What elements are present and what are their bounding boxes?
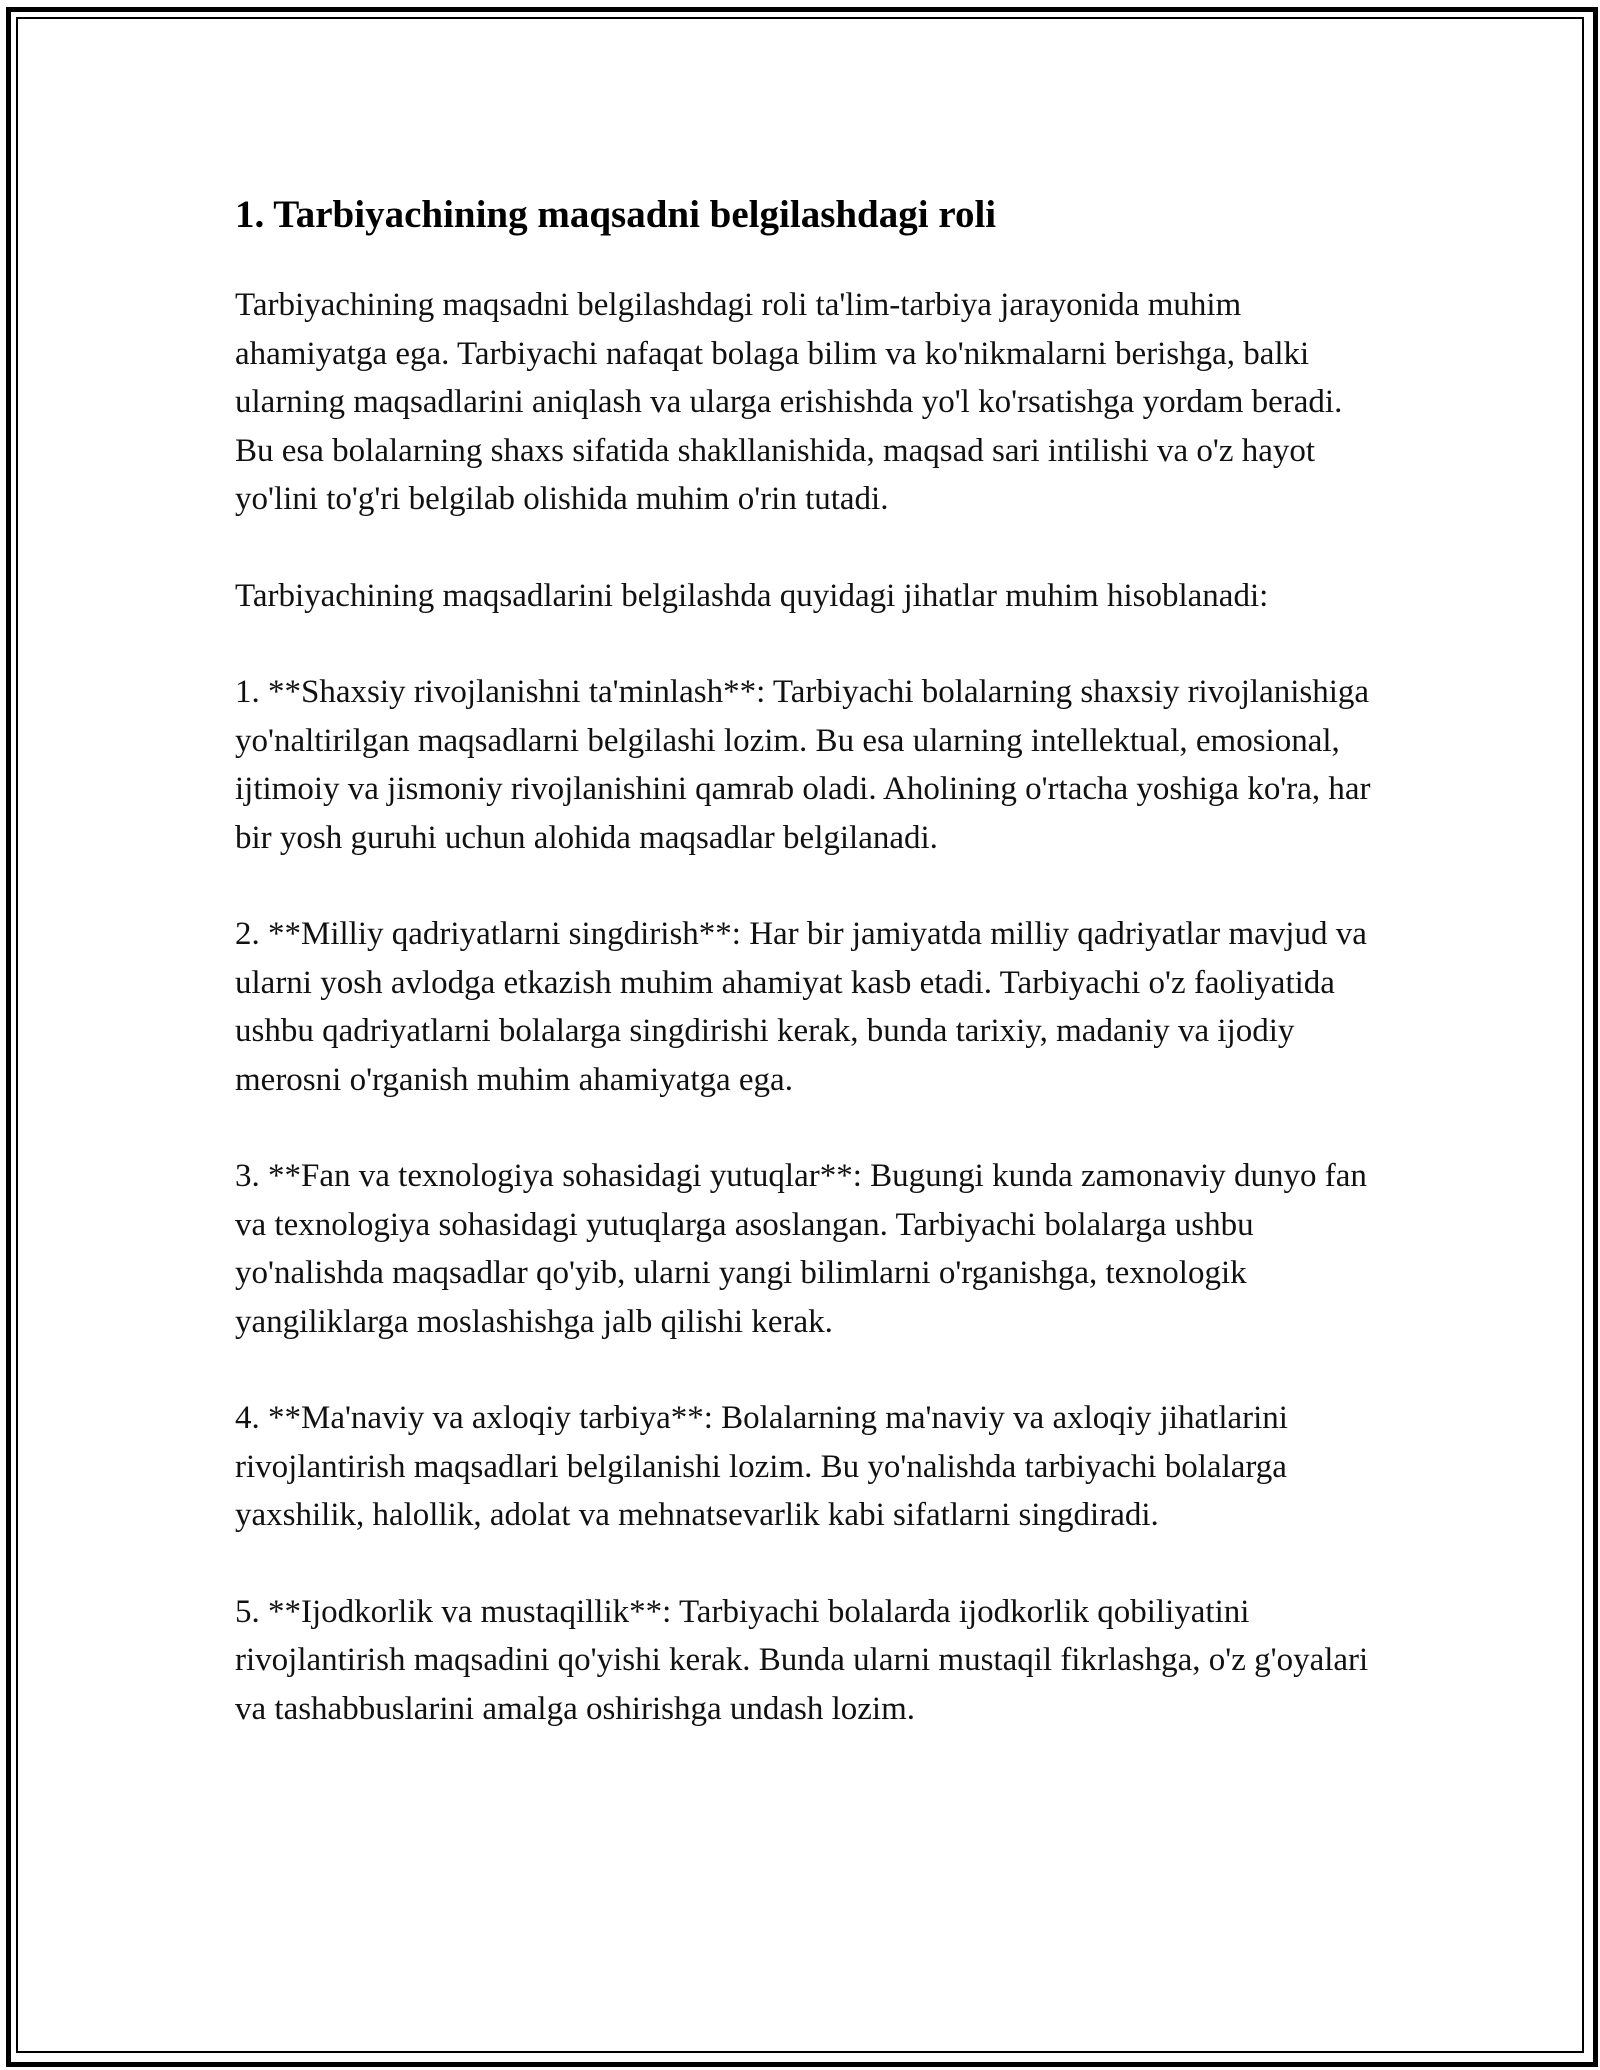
paragraph-aspects-lead: Tarbiyachining maqsadlarini belgilashda quyidagi jihatlar muhim hisoblanadi: <box>235 577 1269 614</box>
document-body <box>235 185 1380 1733</box>
document-title: 1. Tarbiyachining maqsadni belgilashdagi roli <box>235 193 997 236</box>
paragraph-intro: Tarbiyachining maqsadni belgilashdagi roli ta'lim-tarbiya jarayonida muhim ahamiyatga ega. Tarbiyachi nafaqat bolaga bilim va ko'nikmalarni berishga, balki ularning maqsadlarini aniqlash va ularga erishishda yo'l ko'rsatishga yordam beradi. Bu esa bolalarning shaxs sifatida shakllanishida, maqsad sari intilishi va o'z hayot yo'lini to'g'ri belgilab olishida muhim o'rin tutadi. <box>235 287 1343 517</box>
list-item-creativity-independence: 5. **Ijodkorlik va mustaqillik**: Tarbiyachi bolalarda ijodkorlik qobiliyatini rivojlantirish maqsadini qo'yishi kerak. Bunda ularni mustaqil fikrlashga, o'z g'oyalari va tashabbuslarini amalga oshirishga undash lozim. <box>235 1593 1369 1727</box>
list-item-science-technology: 3. **Fan va texnologiya sohasidagi yutuqlar**: Bugungi kunda zamonaviy dunyo fan va texnologiya sohasidagi yutuqlarga asoslangan. Tarbiyachi bolalarga ushbu yo'nalishda maqsadlar qo'yib, ularni yangi bilimlarni o'rganishga, texnologik yangiliklarga moslashishga jalb qilishi kerak. <box>235 1158 1367 1340</box>
list-item-moral-education: 4. **Ma'naviy va axloqiy tarbiya**: Bolalarning ma'naviy va axloqiy jihatlarini rivojlantirish maqsadlari belgilanishi lozim. Bu yo'nalishda tarbiyachi bolalarga yaxshilik, halollik, adolat va mehnatsevarlik kabi sifatlarni singdiradi. <box>235 1400 1288 1533</box>
list-item-national-values: 2. **Milliy qadriyatlarni singdirish**: Har bir jamiyatda milliy qadriyatlar mavjud va ularni yosh avlodga etkazish muhim ahamiyat kasb etadi. Tarbiyachi o'z faoliyatida ushbu qadriyatlarni bolalarga singdirishi kerak, bunda tarixiy, madaniy va ijodiy merosni o'rganish muhim ahamiyatga ega. <box>235 916 1367 1098</box>
list-item-personal-development: 1. **Shaxsiy rivojlanishni ta'minlash**: Tarbiyachi bolalarning shaxsiy rivojlanishiga yo'naltirilgan maqsadlarni belgilashi lozim. Bu esa ularning intellektual, emosional, ijtimoiy va jismoniy rivojlanishini qamrab oladi. Aholining o'rtacha yoshiga ko'ra, har bir yosh guruhi uchun alohida maqsadlar belgilanadi. <box>235 674 1371 856</box>
